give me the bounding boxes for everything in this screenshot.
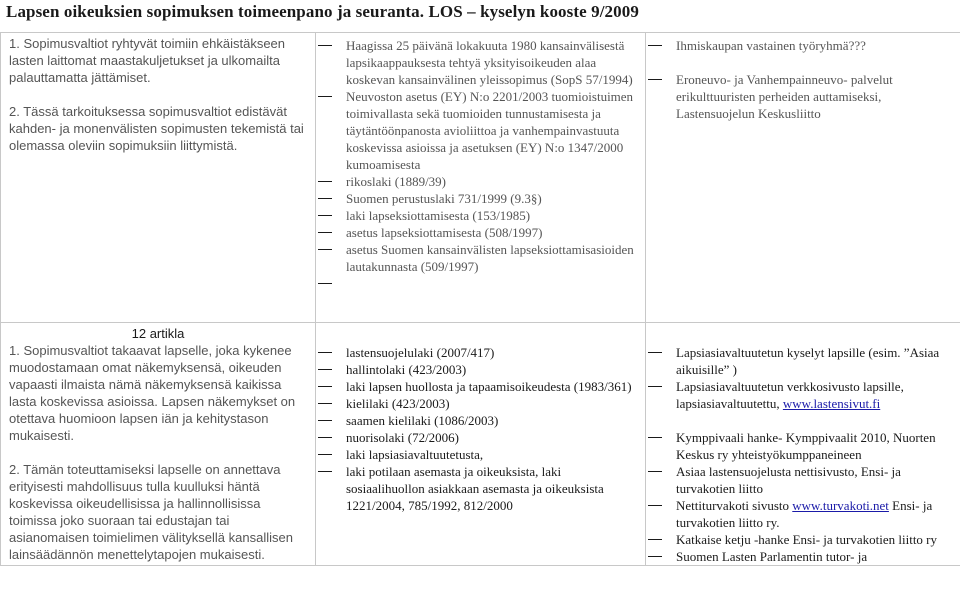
measures-list <box>646 37 954 122</box>
article-text-cell <box>1 33 316 323</box>
article-text-cell <box>1 323 316 566</box>
list-item <box>646 497 954 531</box>
list-item: laki lapsen huollosta ja tapaamisoikeudesta (1983/361) <box>316 378 639 395</box>
list-item: Kymppivaali hanke- Kymppivaalit 2010, Nuorten Keskus ry yhteistyökumppaneineen <box>646 429 954 463</box>
list-item: Ihmiskaupan vastainen työryhmä??? <box>646 37 954 54</box>
list-item: Asiaa lastensuojelusta nettisivusto, Ensi- ja turvakotien liitto <box>646 463 954 497</box>
item-text: Ensi- ja turvakotien liitto ry. <box>676 498 933 530</box>
list-item: hallintolaki (423/2003) <box>316 361 639 378</box>
measures-cell <box>646 33 960 323</box>
list-item: Lapsiasiavaltuutetun kyselyt lapsille (esim. ”Asiaa aikuisille” ) <box>646 344 954 378</box>
paragraph: 1. Sopimusvaltiot takaavat lapselle, joka kykenee muodostamaan omat näkemyksensä, oikeuden vapaasti ilmaista nämä näkemyksensä kaikissa lasta koskevissa asioissa. Lapsen näkemykset on otettava huomioon lapsen iän ja kehitystason mukaisesti. <box>9 343 296 443</box>
list-item: Haagissa 25 päivänä lokakuuta 1980 kansainvälisestä lapsikaappauksesta tehtyä yksityisoikeuden alaa koskevan kansainvälinen yleissopimus (SopS 57/1994) <box>316 37 639 88</box>
legislation-list <box>316 344 639 514</box>
list-item: Suomen Lasten Parlamentin tutor- ja <box>646 548 954 565</box>
paragraph: 2. Tämän toteuttamiseksi lapselle on annettava erityisesti mahdollisuus tulla kuulluksi häntä koskevissa oikeudellisissa ja hallinnollisissa toimissa joko suoraan tai edustajan tai asianomaisen toimielimen välityksellä kansallisen lainsäädännön menettelytapojen mukaisesti. <box>9 462 293 562</box>
article-heading: 12 artikla <box>131 326 185 341</box>
list-item: laki lapsiasiavaltuutetusta, <box>316 446 639 463</box>
table-row <box>1 33 960 323</box>
list-item: lastensuojelulaki (2007/417) <box>316 344 639 361</box>
list-item-empty <box>316 275 639 292</box>
list-item: kielilaki (423/2003) <box>316 395 639 412</box>
list-item: Katkaise ketju -hanke Ensi- ja turvakotien liitto ry <box>646 531 954 548</box>
legislation-list <box>316 37 639 292</box>
list-item: Suomen perustuslaki 731/1999 (9.3§) <box>316 190 639 207</box>
list-item: rikoslaki (1889/39) <box>316 173 639 190</box>
list-item: Eroneuvo- ja Vanhempainneuvo- palvelut erikulttuuristen perheiden auttamiseksi, Lastensuojelun Keskusliitto <box>646 71 954 122</box>
report-table <box>0 32 960 566</box>
paragraph: 1. Sopimusvaltiot ryhtyvät toimiin ehkäistäkseen lasten laittomat maastakuljetukset ja ulkomailta palauttamatta jättämiset. <box>9 36 286 85</box>
item-text: Nettiturvakoti sivusto <box>676 498 793 513</box>
turvakoti-link[interactable]: www.turvakoti.net <box>792 498 889 513</box>
list-item: asetus lapseksiottamisesta (508/1997) <box>316 224 639 241</box>
legislation-cell <box>316 33 646 323</box>
list-item: saamen kielilaki (1086/2003) <box>316 412 639 429</box>
item-text: Lapsiasiavaltuutetun verkkosivusto lapsille, lapsiasiavaltuutettu, <box>676 379 904 411</box>
list-item: laki lapseksiottamisesta (153/1985) <box>316 207 639 224</box>
measures-cell <box>646 323 960 566</box>
table-row <box>1 323 960 566</box>
list-item: nuorisolaki (72/2006) <box>316 429 639 446</box>
lastensivut-link[interactable]: www.lastensivut.fi <box>782 396 881 411</box>
legislation-cell <box>316 323 646 566</box>
list-item: Neuvoston asetus (EY) N:o 2201/2003 tuomioistuimen toimivallasta sekä tuomioiden tunnustamisesta ja täytäntöönpanosta avioliittoa ja vanhempainvastuuta koskevissa asioissa ja asetuksen (EY) N:o 1347/2000 kumoamisesta <box>316 88 639 173</box>
list-item <box>646 378 954 412</box>
measures-list <box>646 344 954 565</box>
list-item: asetus Suomen kansainvälisten lapseksiottamisasioiden lautakunnasta (509/1997) <box>316 241 639 275</box>
paragraph: 2. Tässä tarkoituksessa sopimusvaltiot edistävät kahden- ja monenvälisten sopimusten tekemistä tai olemassa oleviin sopimuksiin liittymistä. <box>9 104 304 153</box>
page-title: Lapsen oikeuksien sopimuksen toimeenpano ja seuranta. LOS – kyselyn kooste 9/2009 <box>6 2 639 21</box>
list-item: laki potilaan asemasta ja oikeuksista, laki sosiaalihuollon asiakkaan asemasta ja oikeuksista 1221/2004, 785/1992, 812/2000 <box>316 463 639 514</box>
